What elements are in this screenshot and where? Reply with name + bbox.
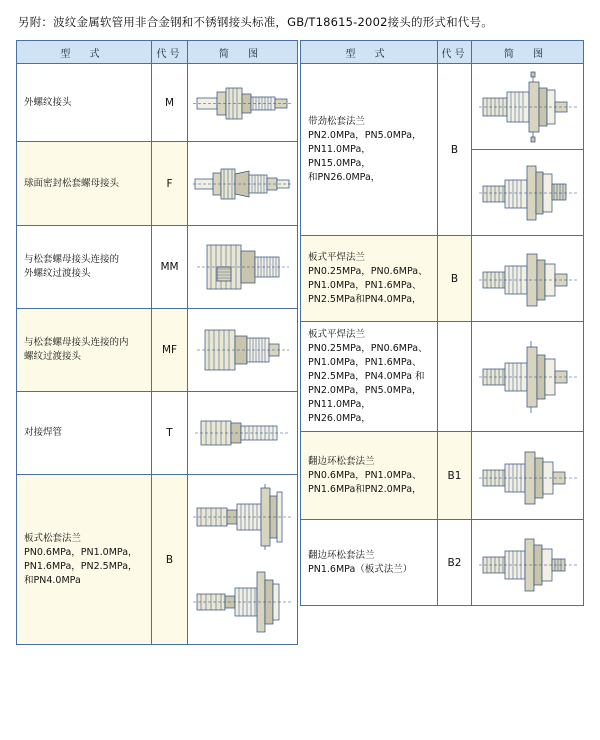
type-line: 翻边环松套法兰 — [308, 549, 375, 561]
plate-slip-on-flange-figure-2 — [472, 331, 583, 423]
type-line: 带劲松套法兰 — [308, 115, 366, 127]
column-header-figure: 简 图 — [188, 41, 298, 64]
cell-code: B — [438, 64, 472, 236]
type-line: PN2.0MPa，PN5.0MPa， — [308, 384, 422, 396]
column-header-figure: 简 图 — [472, 41, 584, 64]
internal-thread-transition-joint-figure — [188, 318, 297, 382]
type-line: PN2.5MPa和PN4.0MPa， — [308, 293, 422, 305]
table-row — [17, 64, 298, 142]
cell-type — [301, 236, 438, 322]
type-line: PN1.0MPa，PN1.6MPa、 — [308, 356, 422, 368]
column-header-code: 代号 — [438, 41, 472, 64]
cell-code: B — [152, 475, 188, 645]
cell-figure — [472, 432, 584, 520]
cell-type — [17, 64, 152, 142]
cell-code: MF — [152, 309, 188, 392]
table-row — [301, 322, 584, 432]
cell-code: B1 — [438, 432, 472, 520]
cell-figure — [188, 475, 298, 645]
cell-type — [17, 475, 152, 645]
butt-weld-pipe-figure — [188, 403, 297, 463]
cell-type — [17, 226, 152, 309]
cell-figure — [188, 64, 298, 142]
cell-figure — [472, 64, 584, 150]
type-line: 外螺纹接头 — [24, 96, 72, 108]
cell-figure — [188, 309, 298, 392]
table-header-row-left — [17, 41, 298, 64]
table-header-row-right — [301, 41, 584, 64]
type-line: PN0.25MPa，PN0.6MPa、 — [308, 265, 428, 277]
type-line: PN2.5MPa，PN4.0MPa 和 — [308, 370, 425, 382]
table-row — [301, 432, 584, 520]
type-line: PN0.6MPa，PN1.0MPa、 — [308, 469, 422, 481]
spherical-seal-union-nut-joint-figure — [188, 152, 297, 216]
type-line: PN0.6MPa，PN1.0MPa， — [24, 546, 138, 558]
type-line: 和PN26.0MPa， — [308, 171, 381, 183]
cell-type — [17, 309, 152, 392]
cell-figure — [188, 226, 298, 309]
type-line: 对接焊管 — [24, 427, 63, 438]
tables-container — [16, 40, 584, 645]
page-title: 另附：波纹金属软管用非合金钢和不锈钢接头标准，GB/T18615-2002接头的形式和代号。 — [18, 15, 493, 29]
plate-lap-joint-flange-figure — [188, 478, 297, 642]
male-thread-joint-figure — [188, 72, 297, 134]
stiffened-lap-flange-figure-2 — [472, 154, 583, 232]
cell-type — [301, 322, 438, 432]
table-row — [17, 475, 298, 645]
type-line: PN1.6MPa和PN2.0MPa， — [308, 483, 422, 495]
table-row — [17, 142, 298, 226]
type-line: PN11.0MPa，PN26.0MPa， — [308, 398, 371, 424]
cell-figure — [472, 236, 584, 322]
table-row — [301, 236, 584, 322]
cell-figure — [188, 392, 298, 475]
type-line: PN1.6MPa，PN2.5MPa， — [24, 560, 138, 572]
stiffened-lap-flange-figure-1 — [472, 68, 583, 146]
type-line: PN2.0MPa，PN5.0MPa， — [308, 129, 422, 141]
flanged-ring-lap-flange-figure — [472, 438, 583, 514]
type-line: 板式平焊法兰 — [308, 328, 366, 340]
type-line: 翻边环松套法兰 — [308, 455, 375, 467]
cell-figure — [188, 142, 298, 226]
cell-code: T — [152, 392, 188, 475]
cell-code: M — [152, 64, 188, 142]
cell-type — [17, 392, 152, 475]
plate-slip-on-flange-figure-1 — [472, 242, 583, 316]
type-line: PN1.0MPa，PN1.6MPa、 — [308, 279, 422, 291]
type-line: 与松套螺母接头连接的内 — [24, 337, 129, 348]
cell-type — [17, 142, 152, 226]
column-header-type: 型 式 — [17, 41, 152, 64]
table-row — [301, 520, 584, 606]
cell-type — [301, 432, 438, 520]
table-row — [17, 309, 298, 392]
column-header-type: 型 式 — [301, 41, 438, 64]
type-line: 与松套螺母接头连接的 — [24, 254, 120, 265]
type-line: PN1.6MPa（板式法兰） — [308, 563, 413, 575]
column-header-code: 代号 — [152, 41, 188, 64]
cell-code: B2 — [438, 520, 472, 606]
cell-code — [438, 322, 472, 432]
type-line: PN0.25MPa，PN0.6MPa、 — [308, 342, 428, 354]
type-line: PN11.0MPa，PN15.0MPa， — [308, 143, 371, 169]
flanged-ring-lap-flange-plate-figure — [472, 527, 583, 599]
cell-figure — [472, 322, 584, 432]
cell-figure — [472, 150, 584, 236]
cell-code: B — [438, 236, 472, 322]
type-line: 板式松套法兰 — [24, 532, 82, 544]
joint-types-table-right — [300, 40, 584, 606]
cell-type — [301, 520, 438, 606]
cell-figure — [472, 520, 584, 606]
cell-code: F — [152, 142, 188, 226]
table-row — [17, 392, 298, 475]
type-line: 板式平焊法兰 — [308, 251, 366, 263]
joint-types-table-left — [16, 40, 298, 645]
type-line: 和PN4.0MPa — [24, 574, 81, 586]
cell-type — [301, 64, 438, 236]
type-line: 球面密封松套螺母接头 — [24, 177, 120, 189]
external-thread-transition-joint-figure — [188, 235, 297, 299]
type-line: 螺纹过渡接头 — [24, 351, 82, 362]
type-line: 外螺纹过渡接头 — [24, 268, 91, 279]
table-row — [301, 64, 584, 150]
cell-code: MM — [152, 226, 188, 309]
table-row — [17, 226, 298, 309]
